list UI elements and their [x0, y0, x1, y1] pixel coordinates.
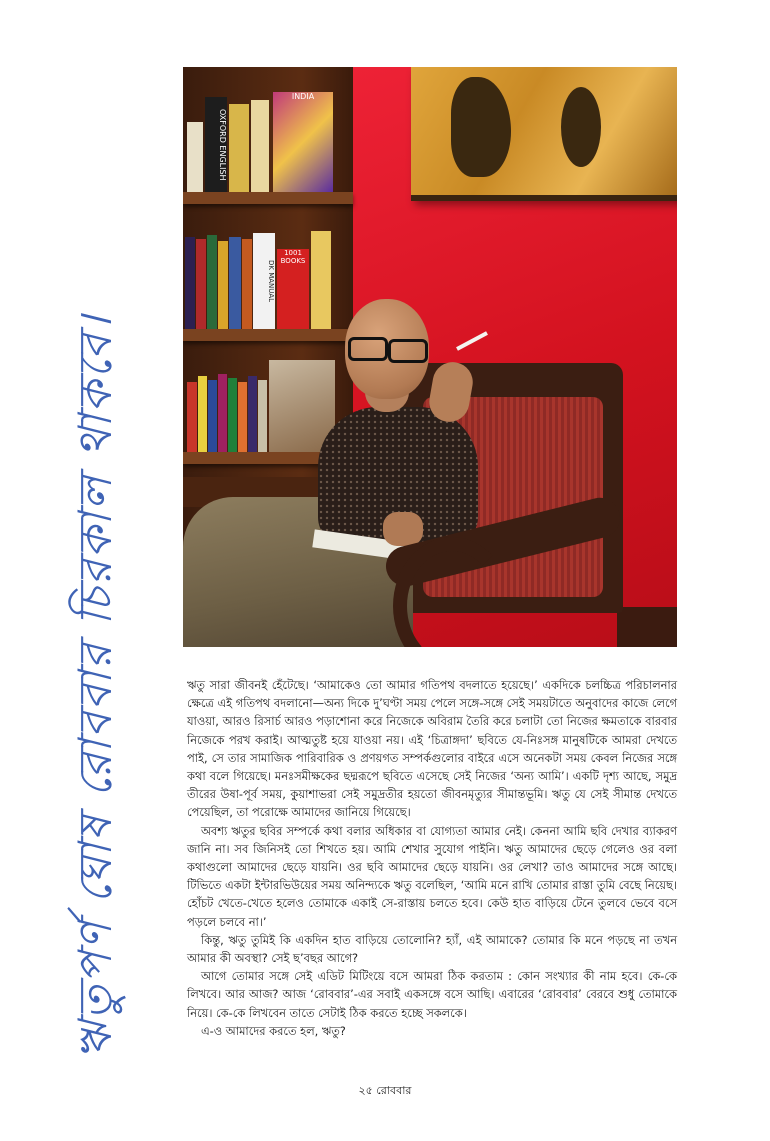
- paragraph: অবশ্য ঋতুর ছবির সম্পর্কে কথা বলার অধিকার বা যোগ্যতা আমার নেই। কেননা আমি ছবি দেখার ব্যাকরণ জানি না। সব জিনিসই তো শিখতে হয়। আমি শেখার সুযোগ পাইনি। ঋতু আমাদের ছেড়ে গেলেও ওর বলা কথাগুলো আমাদের ছেড়ে যায়নি। ওর ছবি আমাদের ছেড়ে যায়নি। ওর লেখা? তাও আমাদের সঙ্গে আছে। টিভিতে একটা ইন্টারভিউয়ের সময় অনিন্দ্যকে ঋতু বলেছিল, ‘আমি মনে রাখি তোমার রাস্তা তুমি বেছে নিয়েছ। হোঁচট খেতে-খেতে হলেও তোমাকে একাই সে-রাস্তায় চলতে হবে। কেউ হাত বাড়িয়ে টেনে তুলবে ভেবে বসে পড়লে চলবে না।’: [187, 823, 677, 929]
- article-body: [187, 676, 677, 1040]
- book-spine: DK MANUAL: [253, 233, 275, 329]
- book-cover: INDIA: [273, 92, 333, 192]
- paragraph: ঋতু সারা জীবনই হেঁটেছে। ‘আমাকেও তো আমার গতিপথ বদলাতে হয়েছে।’ একদিকে চলচ্চিত্র পরিচালনার ক্ষেত্রে এই গতিপথ বদলানো—অন্য দিকে দু’ঘণ্টা সময় পেলে সঙ্গে-সঙ্গে সেই সময়টাতে অনুবাদের কাজে লেগে যাওয়া, আরও রিসার্চ আরও পড়াশোনা করে নিজেকে অবিরাম তৈরি করে চলাটা তো নিজের ক্ষমতাকে বারবার নিজেকে পরখ করাই। আত্মতুষ্ট হয়ে যাওয়া নয়। এই ‘চিত্রাঙ্গদা’ ছবিতে যে-নিঃসঙ্গ মানুষটিকে আমরা দেখতে পাই, সে তার সামাজিক পারিবারিক ও প্রণয়গত সম্পর্কগুলোর বাইরে এসে অনেকটা সময় কেবল নিজের সঙ্গে কথা বলে গিয়েছে। মনঃসমীক্ষকের ছদ্মরূপে ছবিতে এসেছে সেই নিজের ‘অন্য আমি’। একটি দৃশ্য আছে, সমুদ্র তীরের উষা-পূর্ব সময়, কুয়াশাভরা সেই সমুদ্রতীর হয়তো জীবনমৃত্যুর সীমান্তভূমি। ঋতু যে সেই সীমান্ত দেখতে পেয়েছিল, তা পরোক্ষে আমাদের জানিয়ে গিয়েছে।: [187, 678, 677, 820]
- glasses-icon: [348, 337, 388, 361]
- wall-painting: [411, 67, 677, 201]
- wall-corner: [617, 607, 677, 647]
- paragraph: কিন্তু, ঋতু তুমিই কি একদিন হাত বাড়িয়ে তোলোনি? হ্যাঁ, এই আমাকে? তোমার কি মনে পড়ছে না তখন আমার কী অবস্থা? সেই ছ’বছর আগে?: [187, 932, 677, 966]
- book-spine: OXFORD ENGLISH: [205, 97, 227, 192]
- portrait-photo: [183, 67, 677, 647]
- paragraph: আগে তোমার সঙ্গে সেই এডিট মিটিংয়ে বসে আমরা ঠিক করতাম : কোন সংখ্যার কী নাম হবে। কে-কে লিখবে। আর আজ? আজ ‘রোববার’-এর সবাই একসঙ্গে বসে আছি। এবারের ‘রোববার’ বেরবে শুধু তোমাকে নিয়ে। কে-কে লিখবেন তাতে সেটাই ঠিক করতে হচ্ছে সকলকে।: [187, 969, 677, 1020]
- book-cover: 1001 BOOKS: [277, 249, 309, 329]
- page-footer: ২৫ রোববার: [358, 1084, 412, 1097]
- handwritten-caption: ঋতুপর্ণ ঘোষ রোববার চিরকাল থাকবে।: [68, 314, 122, 1060]
- paragraph: এ-ও আমাদের করতে হল, ঋতু?: [201, 1023, 346, 1038]
